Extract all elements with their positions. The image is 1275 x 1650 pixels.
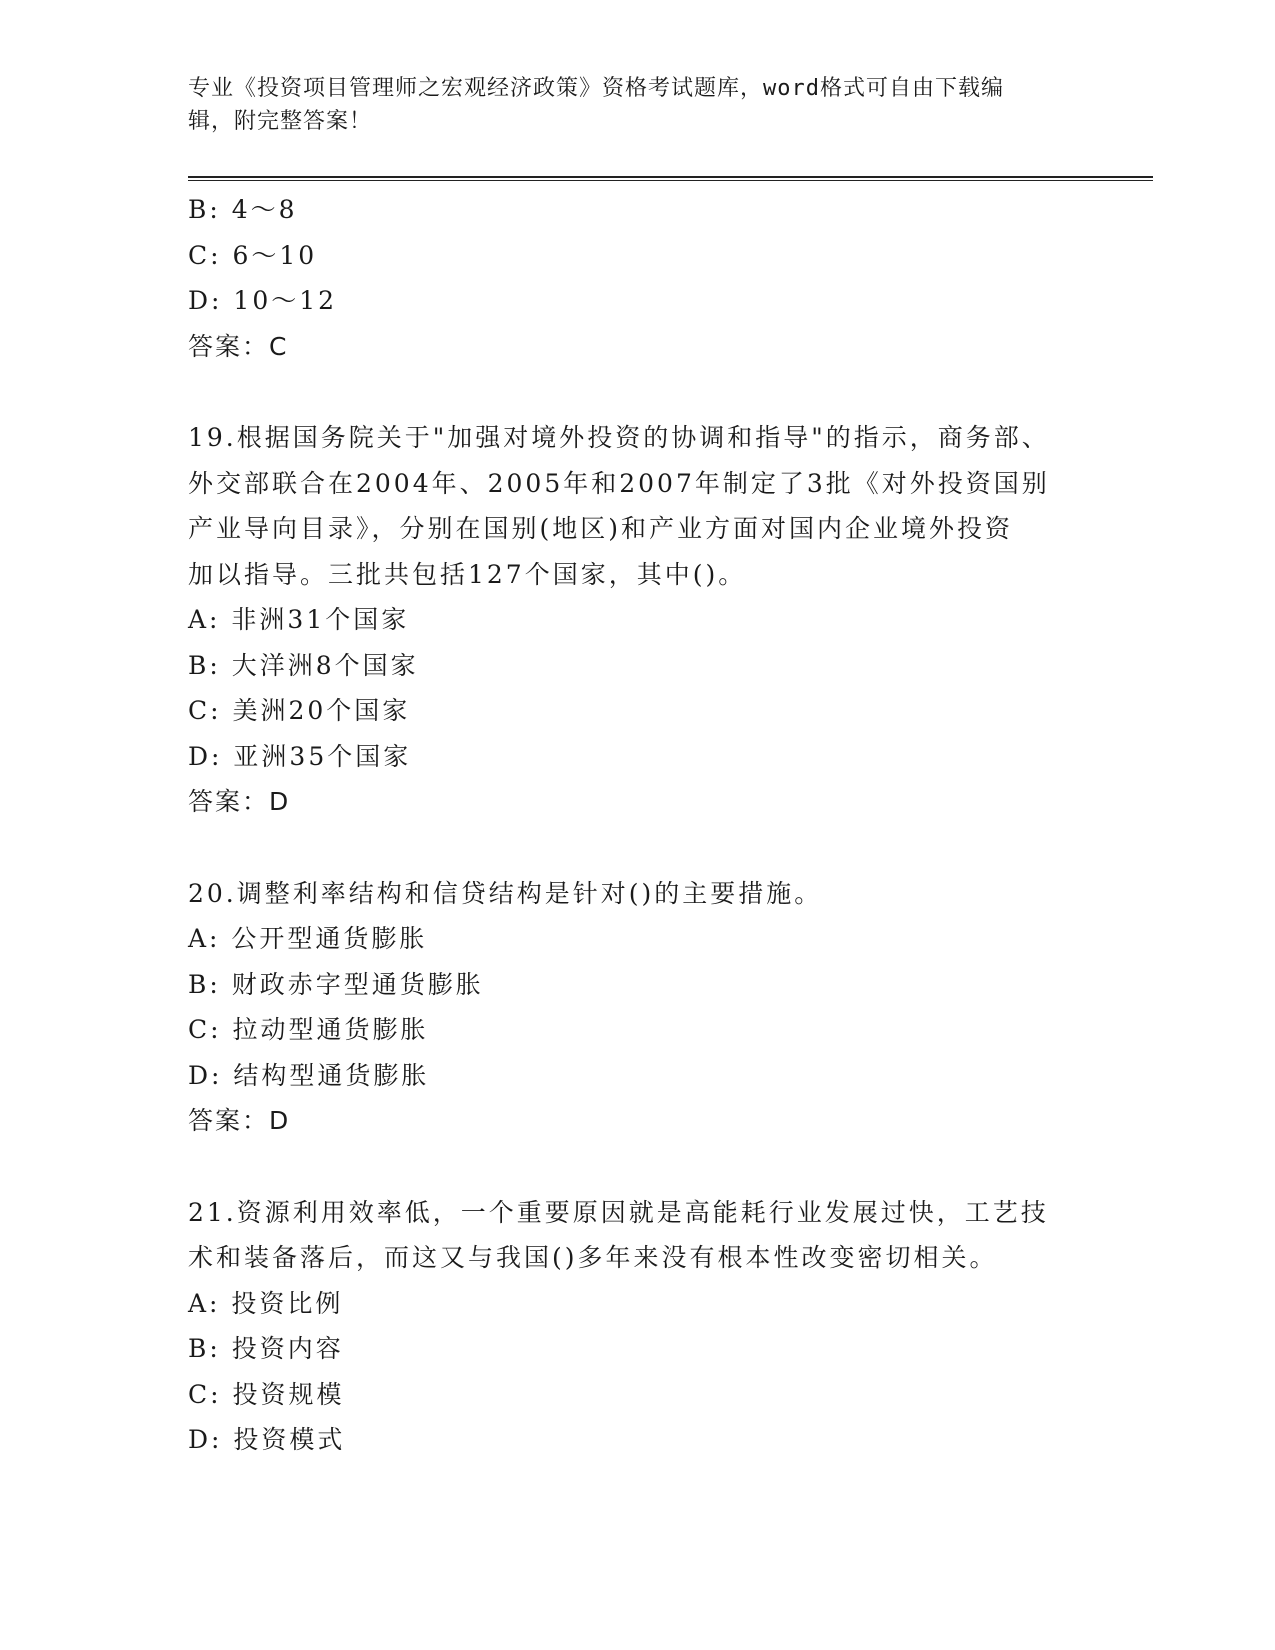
option-c: C: 投资规模 [188, 1379, 345, 1409]
header-divider [188, 176, 1153, 181]
question-18-tail [188, 187, 1153, 369]
option-a: A: 非洲31个国家 [188, 605, 410, 634]
question-20 [188, 871, 1153, 1144]
answer-line: 答案：D [188, 787, 291, 816]
question-text-line: 20.调整利率结构和信贷结构是针对()的主要措施。 [188, 878, 823, 908]
option-b: B: 大洋洲8个国家 [188, 650, 419, 680]
question-list [188, 187, 1153, 1463]
question-gap [188, 369, 1153, 415]
answer-line: 答案：D [188, 1106, 291, 1135]
option-b: B: 财政赤字型通货膨胀 [188, 969, 484, 999]
option-d: D: 结构型通货膨胀 [188, 1060, 430, 1090]
option-a: A: 投资比例 [188, 1288, 344, 1318]
question-gap [188, 825, 1153, 871]
option-d: D: 10～12 [188, 286, 338, 315]
header-line-2: 辑，附完整答案！ [188, 109, 373, 134]
answer-line: 答案：C [188, 331, 289, 361]
document-header [188, 0, 1068, 138]
question-text-line: 19.根据国务院关于"加强对境外投资的协调和指导"的指示，商务部、 [188, 423, 1050, 452]
option-b: B: 投资内容 [188, 1334, 344, 1363]
question-text-line: 21.资源利用效率低，一个重要原因就是高能耗行业发展过快，工艺技 [188, 1197, 1049, 1227]
option-b: B: 4～8 [188, 195, 298, 224]
document-page [188, 0, 1153, 1463]
option-d: D: 亚洲35个国家 [188, 741, 412, 771]
option-c: C: 拉动型通货膨胀 [188, 1015, 429, 1044]
option-d: D: 投资模式 [188, 1425, 346, 1454]
question-19 [188, 415, 1153, 825]
question-text-line: 产业导向目录》，分别在国别(地区)和产业方面对国内企业境外投资 [188, 514, 1014, 543]
option-c: C: 6～10 [188, 240, 318, 270]
option-c: C: 美洲20个国家 [188, 696, 411, 725]
question-21 [188, 1190, 1153, 1463]
question-text-line: 术和装备落后，而这又与我国()多年来没有根本性改变密切相关。 [188, 1243, 998, 1272]
question-gap [188, 1144, 1153, 1190]
option-a: A: 公开型通货膨胀 [188, 924, 428, 953]
question-text-line: 加以指导。三批共包括127个国家，其中()。 [188, 559, 747, 589]
header-line-1: 专业《投资项目管理师之宏观经济政策》资格考试题库，word格式可自由下载编 [188, 76, 1004, 101]
question-text-line: 外交部联合在2004年、2005年和2007年制定了3批《对外投资国别 [188, 468, 1050, 498]
